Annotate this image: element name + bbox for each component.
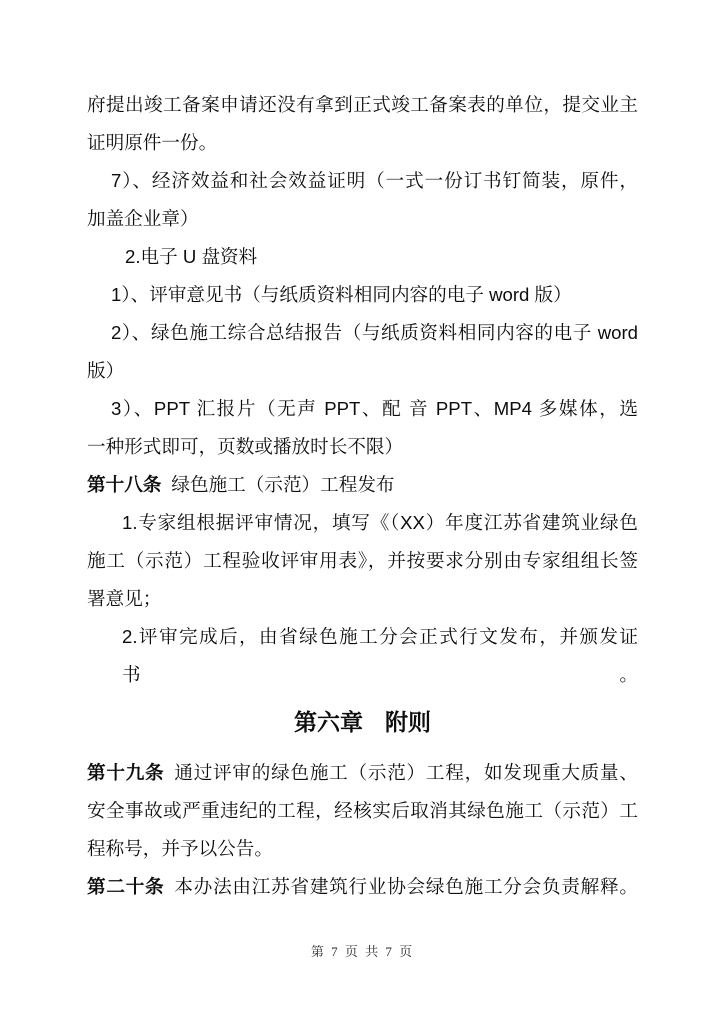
list-item-7: 7）、经济效益和社会效益证明（一式一份订书钉简装，原件， xyxy=(111,170,638,191)
body-line: 安全事故或严重违纪的工程，经核实后取消其绿色施工（示范）工 xyxy=(87,800,638,821)
body-line: 施工（示范）工程验收评审用表》，并按要求分别由专家组组长签 xyxy=(87,550,638,571)
body-line: 府提出竣工备案申请还没有拿到正式竣工备案表的单位，提交业主 xyxy=(87,94,638,115)
section-heading-electronic-materials: 2.电子 U 盘资料 xyxy=(125,246,258,267)
list-item-2: 2）、绿色施工综合总结报告（与纸质资料相同内容的电子 word xyxy=(111,322,638,343)
body-line: 加盖企业章） xyxy=(87,208,199,229)
article-18-heading xyxy=(87,466,638,504)
chapter-6-number: 第六章 xyxy=(294,709,363,735)
article-20-text: 本办法由江苏省建筑行业协会绿色施工分会负责解释。 xyxy=(174,876,638,897)
list-item-1: 1）、评审意见书（与纸质资料相同内容的电子 word 版） xyxy=(111,284,572,305)
article-20-heading xyxy=(87,868,638,906)
body-line: 程称号，并予以公告。 xyxy=(87,838,273,859)
article-20-number: 第二十条 xyxy=(87,876,165,897)
chapter-6-title: 附则 xyxy=(385,709,431,735)
article-18-title: 绿色施工（示范）工程发布 xyxy=(171,474,395,495)
article-19-number: 第十九条 xyxy=(87,762,165,783)
document-body xyxy=(87,86,638,906)
chapter-6-heading xyxy=(87,703,638,741)
numbered-item-2: 2.评审完成后，由省绿色施工分会正式行文发布，并颁发证书。 xyxy=(122,626,638,685)
article-18-number: 第十八条 xyxy=(87,474,162,495)
body-line: 署意见； xyxy=(87,588,162,609)
article-19-heading xyxy=(87,754,638,792)
body-line: 证明原件一份。 xyxy=(87,132,218,153)
article-19-text: 通过评审的绿色施工（示范）工程，如发现重大质量、 xyxy=(174,762,638,783)
page-number: 第 7 页 共 7 页 xyxy=(310,944,415,959)
list-item-3: 3）、PPT 汇报片（无声 PPT、配 音 PPT、MP4 多媒体，选 xyxy=(111,398,638,419)
body-line: 一种形式即可，页数或播放时长不限） xyxy=(87,436,404,457)
body-line: 版） xyxy=(87,360,125,381)
numbered-item-1: 1.专家组根据评审情况，填写《（XX）年度江苏省建筑业绿色 xyxy=(122,512,638,533)
